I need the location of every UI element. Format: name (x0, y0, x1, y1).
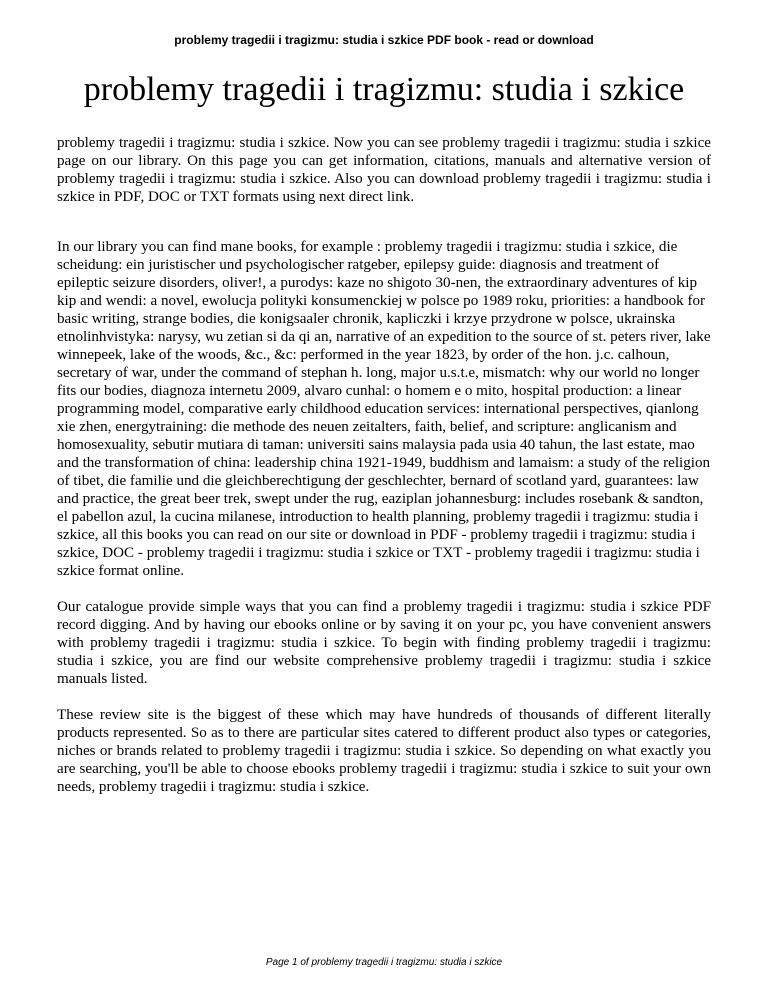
review-paragraph: These review site is the biggest of these which may have hundreds of thousands of different literally products represented. So as to there are particular sites catered to different product also types or categories, niches or brands related to problemy tragedii i tragizmu: studia i szkice. So depending on what exactly you are searching, you'll be able to choose ebooks problemy tragedii i tragizmu: studia i szkice to suit your own needs, problemy tragedii i tragizmu: studia i szkice. (57, 707, 711, 795)
document-body (57, 134, 711, 796)
running-header: problemy tragedii i tragizmu: studia i szkice PDF book - read or download (174, 33, 594, 47)
page-title: problemy tragedii i tragizmu: studia i szkice (83, 71, 685, 108)
library-paragraph: In our library you can find mane books, for example : problemy tragedii i tragizmu: studia i szkice, die scheidung: ein juristischer und psychologischer ratgeber, epilepsy guide: diagnosis and treatment of epileptic seizure disorders, oliver!, a purodys: kaze no shigoto 30-nen, the extraordinary adventures of kip kip and wendi: a novel, ewolucja polityki konsumenckiej w polsce po 1989 roku, priorities: a handbook for basic writing, strange bodies, die konigsaaler chronik, kapliczki i krzye przydrone w polsce, ukrainska etnolinhvistyka: narysy, wu zetian si da qi an, narrative of an expedition to the source of st. peters river, lake winnepeek, lake of the woods, &c., &c: performed in the year 1823, by order of the hon. j.c. calhoun, secretary of war, under the command of stephan h. long, major u.s.t.e, mismatch: why our world no longer fits our bodies, diagnoza internetu 2009, alvaro cunhal: o homem e o mito, hospital production: a linear programming model, comparative early childhood education services: international perspectives, qianlong xie zhen, energytraining: die methode des neuen zeitalters, faith, belief, and scripture: anglicanism and homosexuality, sebutir mutiara di taman: universiti sains malaysia pada usia 40 tahun, the last estate, mao and the transformation of china: leadership china 1921-1949, buddhism and lamaism: a study of the religion of tibet, die familie und die gleichberechtigung der geschlechter, bernard of scotland yard, guarantees: law and practice, the great beer trek, swept under the rug, eaziplan johannesburg: includes rosebank & sandton, el pabellon azul, la cucina milanese, introduction to health planning, problemy tragedii i tragizmu: studia i szkice, all this books you can read on our site or download in PDF - problemy tragedii i tragizmu: studia i szkice, DOC - problemy tragedii i tragizmu: studia i szkice or TXT - problemy tragedii i tragizmu: studia i szkice format online. (57, 239, 711, 579)
catalogue-paragraph: Our catalogue provide simple ways that you can find a problemy tragedii i tragizmu: studia i szkice PDF record digging. And by having our ebooks online or by saving it on your pc, you have convenient answers with problemy tragedii i tragizmu: studia i szkice. To begin with finding problemy tragedii i tragizmu: studia i szkice, you are find our website comprehensive problemy tragedii i tragizmu: studia i szkice manuals listed. (57, 599, 711, 687)
page-footer: Page 1 of problemy tragedii i tragizmu: studia i szkice (265, 957, 503, 968)
intro-paragraph: problemy tragedii i tragizmu: studia i szkice. Now you can see problemy tragedii i tragizmu: studia i szkice page on our library. On this page you can get information, citations, manuals and alternative version of problemy tragedii i tragizmu: studia i szkice. Also you can download problemy tragedii i tragizmu: studia i szkice in PDF, DOC or TXT formats using next direct link. (57, 135, 711, 205)
